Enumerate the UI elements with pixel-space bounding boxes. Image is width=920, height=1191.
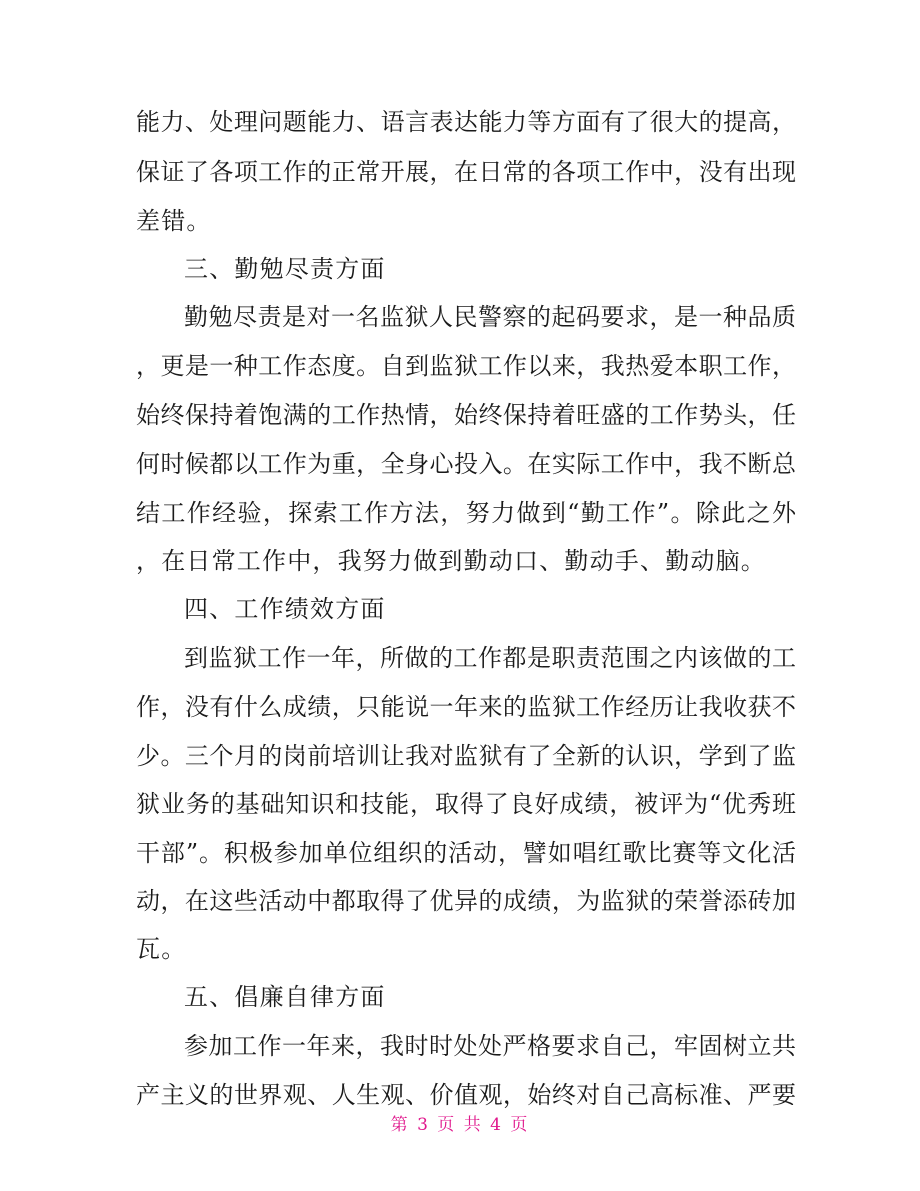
body-line: 何时候都以工作为重，全身心投入。在实际工作中，我不断总 bbox=[136, 450, 796, 478]
body-line: 到监狱工作一年，所做的工作都是职责范围之内该做的工 bbox=[184, 644, 796, 672]
body-line: 结工作经验，探索工作方法，努力做到“勤工作”。除此之外 bbox=[136, 499, 796, 527]
page-number-footer: 第 3 页 共 4 页 bbox=[390, 1115, 530, 1135]
body-line: ，更是一种工作态度。自到监狱工作以来，我热爱本职工作， bbox=[136, 352, 796, 380]
section-heading: 四、工作绩效方面 bbox=[184, 595, 386, 623]
body-line: 能力、处理问题能力、语言表达能力等方面有了很大的提高， bbox=[136, 108, 796, 136]
body-line: 勤勉尽责是对一名监狱人民警察的起码要求，是一种品质 bbox=[184, 303, 796, 331]
body-line: ，在日常工作中，我努力做到勤动口、勤动手、勤动脑。 bbox=[136, 547, 766, 575]
body-line: 作，没有什么成绩，只能说一年来的监狱工作经历让我收获不 bbox=[136, 693, 796, 721]
body-line: 产主义的世界观、人生观、价值观，始终对自己高标准、严要 bbox=[136, 1081, 796, 1109]
body-line: 动，在这些活动中都取得了优异的成绩，为监狱的荣誉添砖加 bbox=[136, 887, 796, 915]
body-line: 参加工作一年来，我时时处处严格要求自己，牢固树立共 bbox=[184, 1032, 796, 1060]
body-line: 始终保持着饱满的工作热情，始终保持着旺盛的工作势头，任 bbox=[136, 401, 796, 429]
body-line: 保证了各项工作的正常开展，在日常的各项工作中，没有出现 bbox=[136, 158, 796, 186]
body-line: 少。三个月的岗前培训让我对监狱有了全新的认识，学到了监 bbox=[136, 742, 796, 770]
section-heading: 三、勤勉尽责方面 bbox=[184, 255, 386, 283]
body-line: 狱业务的基础知识和技能，取得了良好成绩，被评为“优秀班 bbox=[136, 790, 796, 818]
body-line: 瓦。 bbox=[136, 935, 187, 963]
body-line: 干部”。积极参加单位组织的活动，譬如唱红歌比赛等文化活 bbox=[136, 839, 796, 867]
section-heading: 五、倡廉自律方面 bbox=[184, 983, 386, 1011]
body-line: 差错。 bbox=[136, 207, 212, 235]
